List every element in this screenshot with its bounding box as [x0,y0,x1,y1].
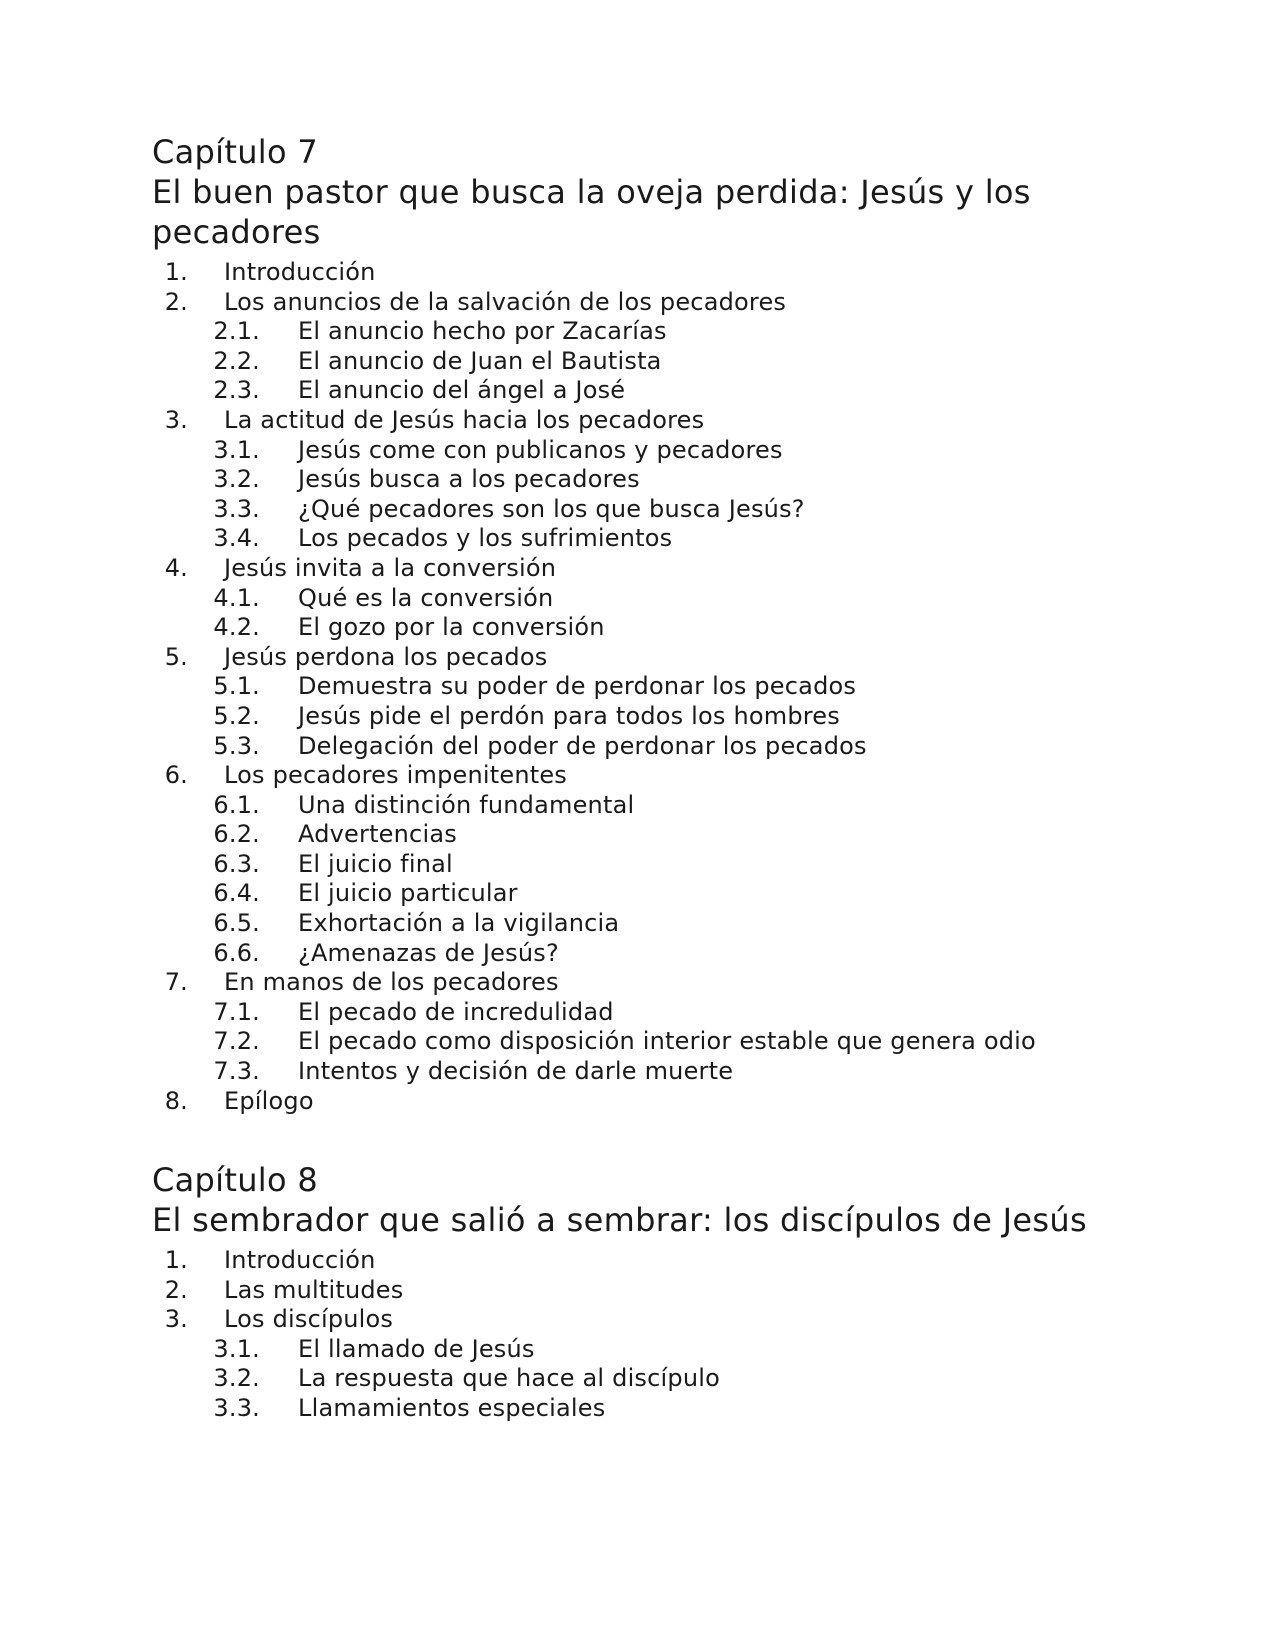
toc-item-text: Delegación del poder de perdonar los pecados [298,731,867,760]
toc-subsection-item [152,347,1152,377]
toc-section-item [152,406,1152,436]
toc-item-text: El anuncio del ángel a José [298,376,626,405]
toc-section-item [152,258,1152,288]
toc-item-text: Jesús perdona los pecados [224,642,548,671]
toc-subsection-item [152,317,1152,347]
toc-item-text: Jesús invita a la conversión [224,553,557,582]
toc-item-text: Advertencias [298,820,457,849]
toc-subsection-item [152,495,1152,525]
chapter-title: El sembrador que salió a sembrar: los discípulos de Jesús [152,1201,1087,1239]
toc-subsection-item [152,584,1152,614]
table-of-contents [152,1246,1152,1424]
toc-item-number: 5.3. [213,731,260,760]
toc-subsection-item [152,1027,1152,1057]
toc-subsection-item [152,850,1152,880]
toc-item-text: El pecado de incredulidad [298,997,614,1026]
toc-subsection-item [152,1364,1152,1394]
chapter-label: Capítulo 7 [152,133,318,171]
toc-item-text: Exhortación a la vigilancia [298,909,620,938]
toc-item-number: 3.1. [213,1334,260,1363]
toc-item-text: Introducción [224,1246,376,1274]
toc-item-number: 2.2. [213,346,260,375]
toc-item-number: 8. [164,1086,188,1115]
toc-item-number: 3.4. [213,524,260,553]
toc-section-item [152,643,1152,673]
toc-subsection-item [152,820,1152,850]
toc-item-text: El anuncio hecho por Zacarías [298,317,667,346]
toc-item-text: Qué es la conversión [298,583,554,612]
toc-subsection-item [152,524,1152,554]
toc-item-text: Los pecadores impenitentes [224,761,568,790]
toc-item-number: 6.1. [213,790,260,819]
toc-item-text: ¿Amenazas de Jesús? [298,938,559,967]
chapter-section [152,1160,1152,1424]
toc-item-text: Jesús pide el perdón para todos los hombres [298,701,840,730]
chapter-heading [152,1160,1152,1240]
toc-item-text: Los discípulos [224,1305,394,1334]
toc-item-number: 2. [164,287,188,316]
toc-item-number: 3. [164,1305,188,1334]
toc-item-text: El anuncio de Juan el Bautista [298,346,662,375]
toc-item-text: El pecado como disposición interior estable que genera odio [298,1027,1036,1056]
toc-subsection-item [152,998,1152,1028]
toc-subsection-item [152,672,1152,702]
toc-item-text: Una distinción fundamental [298,790,635,819]
toc-subsection-item [152,732,1152,762]
toc-item-text: Los pecados y los sufrimientos [298,524,673,553]
toc-item-text: En manos de los pecadores [224,968,559,997]
toc-item-number: 5.1. [213,672,260,701]
toc-item-number: 7.3. [213,1057,260,1086]
toc-item-number: 4. [164,553,188,582]
chapter-label: Capítulo 8 [152,1161,318,1199]
toc-subsection-item [152,1335,1152,1365]
toc-item-number: 6. [164,761,188,790]
toc-item-text: El juicio particular [298,879,518,908]
toc-subsection-item [152,1057,1152,1087]
toc-item-text: La respuesta que hace al discípulo [298,1364,720,1393]
toc-item-number: 5.2. [213,701,260,730]
toc-subsection-item [152,879,1152,909]
toc-item-text: Jesús busca a los pecadores [298,465,640,494]
toc-item-number: 2.1. [213,317,260,346]
toc-section-item [152,1305,1152,1335]
toc-item-number: 5. [164,642,188,671]
toc-item-text: ¿Qué pecadores son los que busca Jesús? [298,494,805,523]
toc-item-text: La actitud de Jesús hacia los pecadores [224,405,705,434]
toc-subsection-item [152,613,1152,643]
toc-item-number: 4.1. [213,583,260,612]
toc-item-number: 2. [164,1275,188,1304]
toc-item-number: 3.3. [213,494,260,523]
chapter-title: El buen pastor que busca la oveja perdida: Jesús y los pecadores [152,173,1031,251]
toc-subsection-item [152,1394,1152,1424]
toc-section-item [152,1276,1152,1306]
toc-item-number: 6.2. [213,820,260,849]
toc-item-number: 3.2. [213,465,260,494]
toc-item-text: El gozo por la conversión [298,613,605,642]
toc-item-number: 1. [164,258,188,286]
toc-section-item [152,761,1152,791]
toc-section-item [152,554,1152,584]
toc-item-number: 3.1. [213,435,260,464]
toc-item-number: 3.3. [213,1393,260,1422]
toc-subsection-item [152,939,1152,969]
toc-item-text: Introducción [224,258,376,286]
table-of-contents [152,258,1152,1116]
chapter-heading [152,132,1152,252]
toc-subsection-item [152,376,1152,406]
toc-item-number: 6.5. [213,909,260,938]
toc-item-text: Las multitudes [224,1275,404,1304]
toc-item-text: Llamamientos especiales [298,1393,606,1422]
toc-item-number: 2.3. [213,376,260,405]
toc-item-number: 1. [164,1246,188,1274]
toc-subsection-item [152,436,1152,466]
toc-section-item [152,1246,1152,1276]
toc-section-item [152,1087,1152,1117]
toc-section-item [152,288,1152,318]
toc-item-number: 4.2. [213,613,260,642]
toc-item-text: Jesús come con publicanos y pecadores [298,435,783,464]
toc-item-number: 7.2. [213,1027,260,1056]
toc-item-number: 7.1. [213,997,260,1026]
toc-item-text: Demuestra su poder de perdonar los pecados [298,672,857,701]
toc-item-text: Epílogo [224,1086,314,1115]
toc-item-number: 3.2. [213,1364,260,1393]
toc-item-number: 6.4. [213,879,260,908]
toc-section-item [152,968,1152,998]
toc-item-number: 6.3. [213,849,260,878]
toc-subsection-item [152,702,1152,732]
toc-subsection-item [152,909,1152,939]
toc-item-text: El llamado de Jesús [298,1334,535,1363]
toc-subsection-item [152,791,1152,821]
toc-item-text: Intentos y decisión de darle muerte [298,1057,734,1086]
toc-item-text: El juicio final [298,849,453,878]
toc-item-text: Los anuncios de la salvación de los pecadores [224,287,787,316]
toc-item-number: 3. [164,405,188,434]
toc-item-number: 6.6. [213,938,260,967]
toc-item-number: 7. [164,968,188,997]
toc-subsection-item [152,465,1152,495]
chapter-section [152,132,1152,1116]
